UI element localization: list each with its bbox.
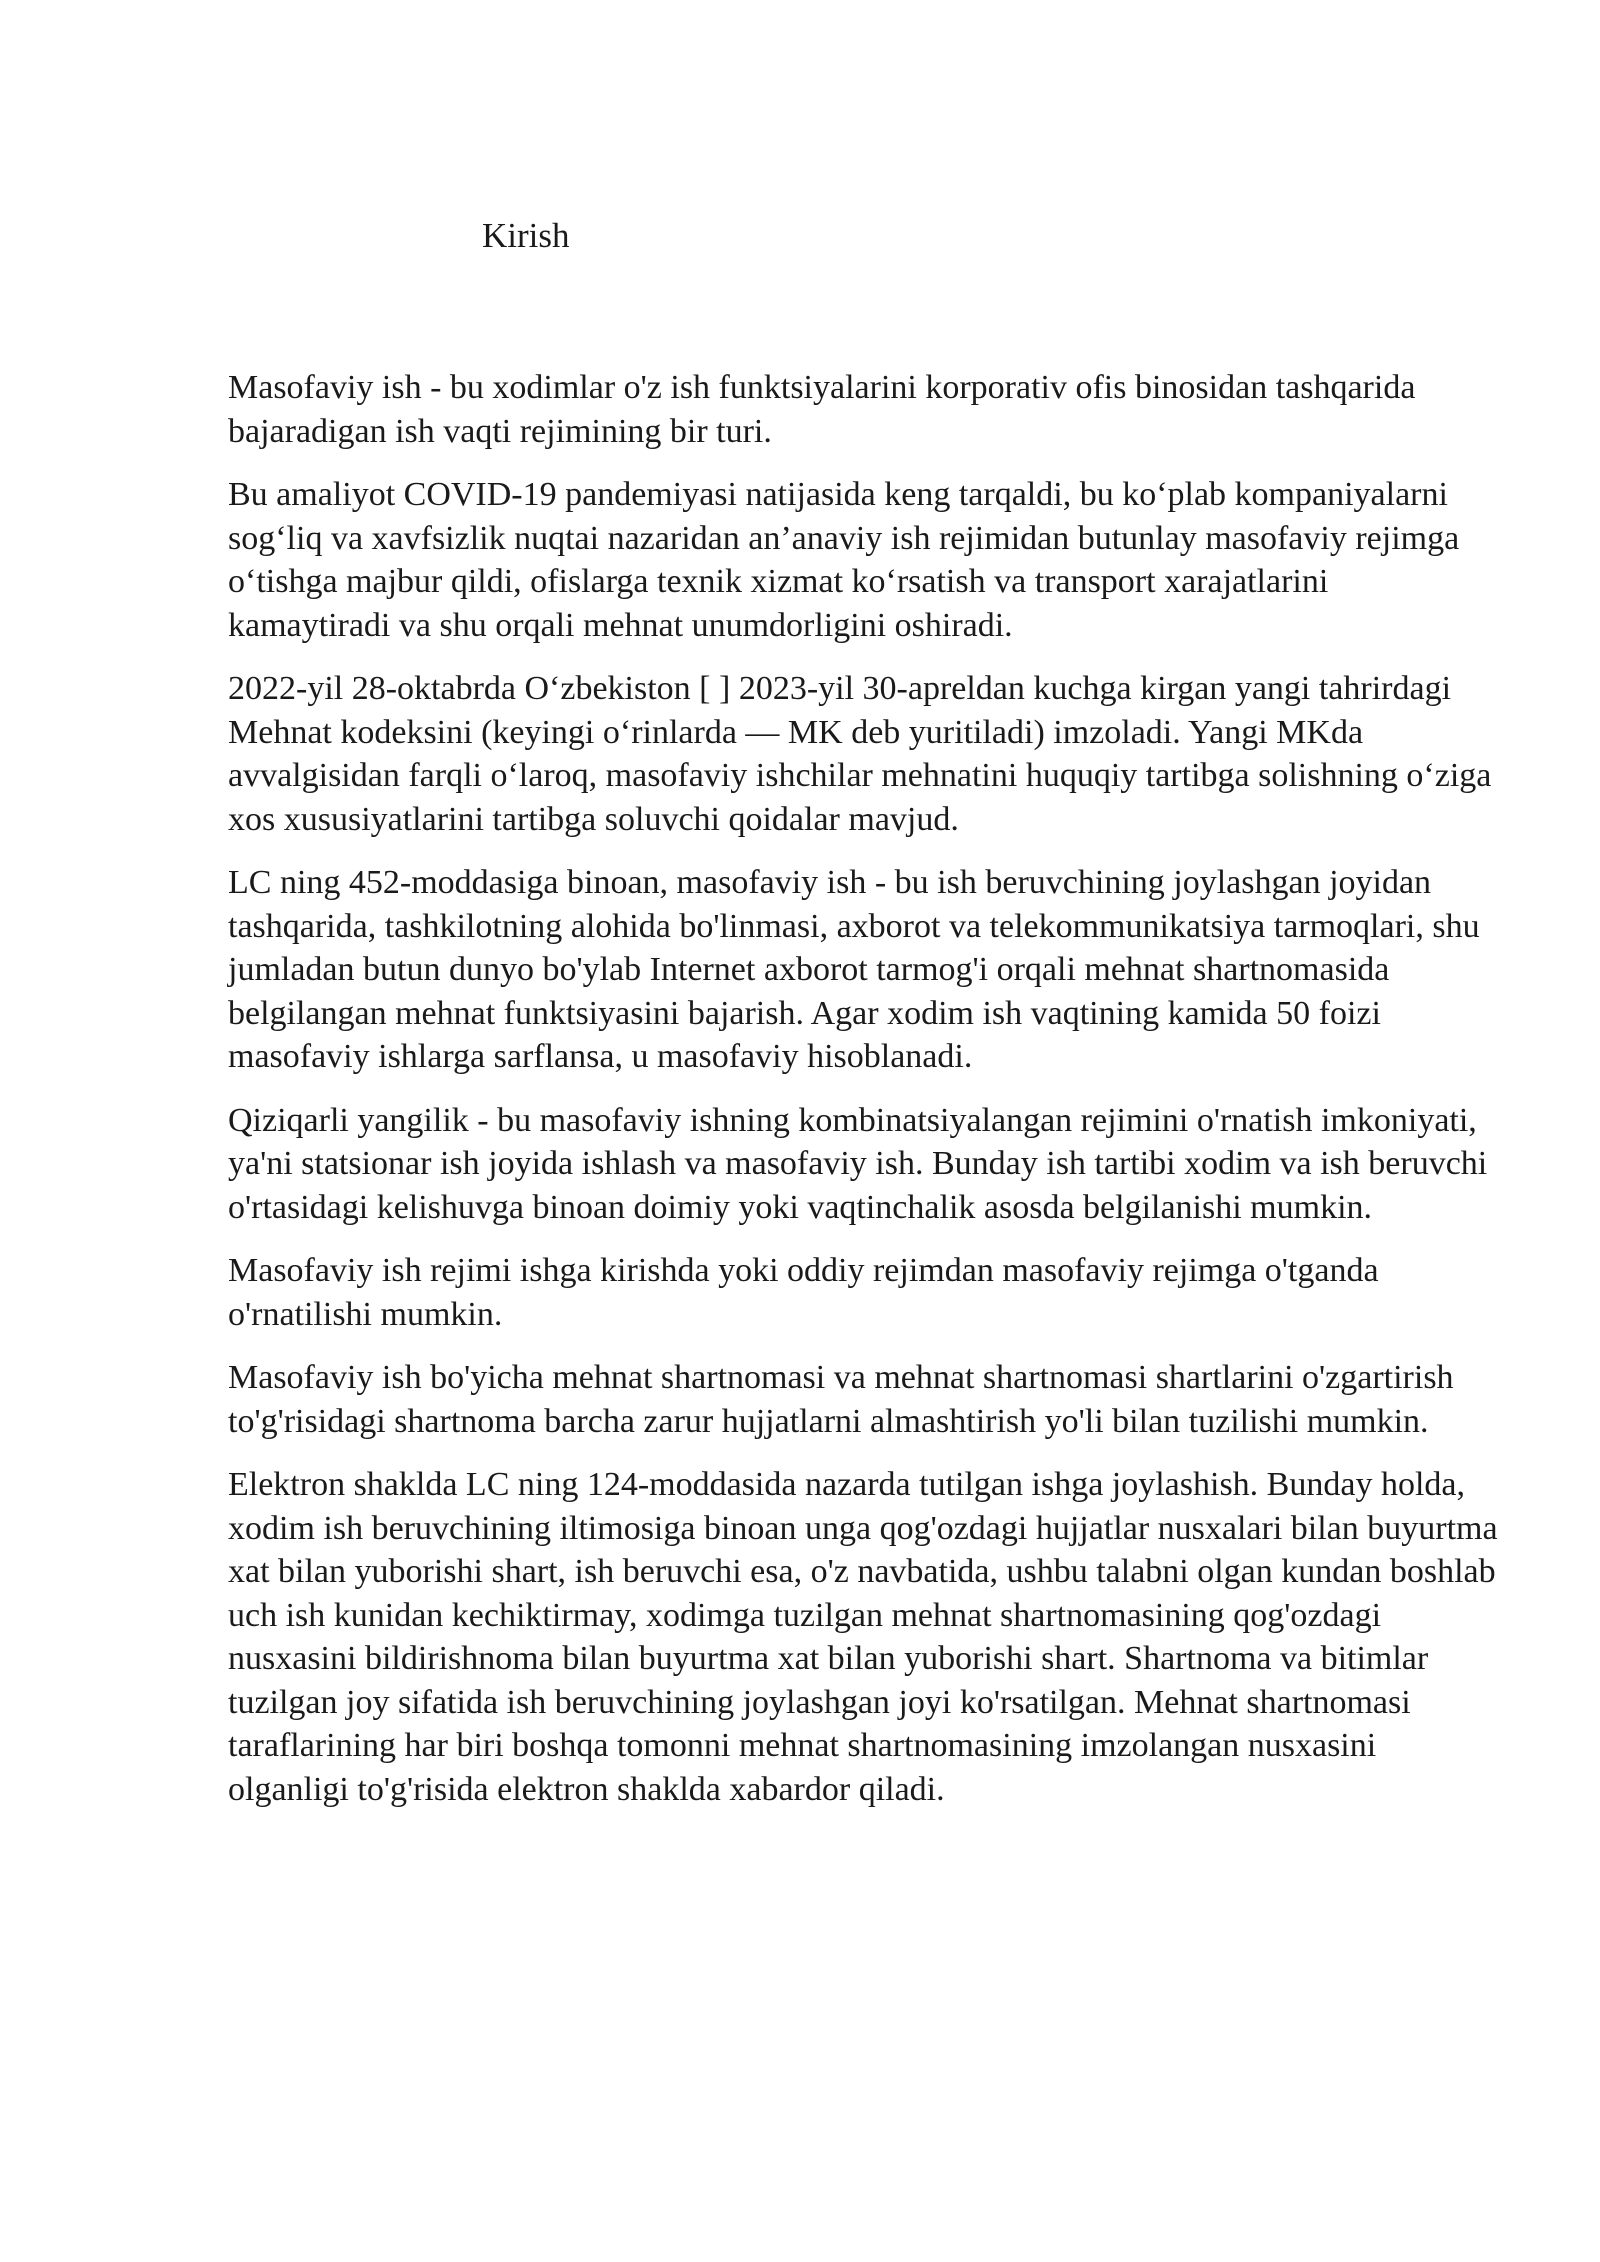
paragraph-1: Masofaviy ish - bu xodimlar o'z ish funktsiyalarini korporativ ofis binosidan tashqarida bajaradigan ish vaqti rejimining bir turi.	[228, 369, 1416, 450]
paragraph-2: Bu amaliyot COVID-19 pandemiyasi natijasida keng tarqaldi, bu ko‘plab kompaniyalarni sog‘liq va xavfsizlik nuqtai nazaridan an’anaviy ish rejimidan butunlay masofaviy rejimga o‘tishga majbur qildi, ofislarga texnik xizmat ko‘rsatish va transport xarajatlarini kamaytiradi va shu orqali mehnat unumdorligini oshiradi.	[228, 476, 1460, 644]
paragraph-4: LC ning 452-moddasiga binoan, masofaviy ish - bu ish beruvchining joylashgan joyidan tashqarida, tashkilotning alohida bo'linmasi, axborot va telekommunikatsiya tarmoqlari, shu jumladan butun dunyo bo'ylab Internet axborot tarmog'i orqali mehnat shartnomasida belgilangan mehnat funktsiyasini bajarish. Agar xodim ish vaqtining kamida 50 foizi masofaviy ishlarga sarflansa, u masofaviy hisoblanadi.	[228, 864, 1480, 1075]
paragraph-5: Qiziqarli yangilik - bu masofaviy ishning kombinatsiyalangan rejimini o'rnatish imkoniyati, ya'ni statsionar ish joyida ishlash va masofaviy ish. Bunday ish tartibi xodim va ish beruvchi o'rtasidagi kelishuvga binoan doimiy yoki vaqtinchalik asosda belgilanishi mumkin.	[228, 1101, 1488, 1226]
page-title: Kirish	[482, 216, 570, 255]
paragraph-6: Masofaviy ish rejimi ishga kirishda yoki oddiy rejimdan masofaviy rejimga o'tganda o'rnatilishi mumkin.	[228, 1252, 1379, 1333]
paragraph-3: 2022-yil 28-oktabrda O‘zbekiston [ ] 2023-yil 30-apreldan kuchga kirgan yangi tahrirdagi Mehnat kodeksini (keyingi o‘rinlarda — MK deb yuritiladi) imzoladi. Yangi MKda avvalgisidan farqli o‘laroq, masofaviy ishchilar mehnatini huquqiy tartibga solishning o‘ziga xos xususiyatlarini tartibga soluvchi qoidalar mavjud.	[228, 670, 1492, 838]
document-body	[228, 366, 1498, 1831]
paragraph-8: Elektron shaklda LC ning 124-moddasida nazarda tutilgan ishga joylashish. Bunday holda, xodim ish beruvchining iltimosiga binoan unga qog'ozdagi hujjatlar nusxalari bilan buyurtma xat bilan yuborishi shart, ish beruvchi esa, o'z navbatida, ushbu talabni olgan kundan boshlab uch ish kunidan kechiktirmay, xodimga tuzilgan mehnat shartnomasining qog'ozdagi nusxasini bildirishnoma bilan buyurtma xat bilan yuborishi shart. Shartnoma va bitimlar tuzilgan joy sifatida ish beruvchining joylashgan joyi ko'rsatilgan. Mehnat shartnomasi taraflarining har biri boshqa tomonni mehnat shartnomasining imzolangan nusxasini olganligi to'g'risida elektron shaklda xabardor qiladi.	[228, 1466, 1498, 1808]
paragraph-7: Masofaviy ish bo'yicha mehnat shartnomasi va mehnat shartnomasi shartlarini o'zgartirish to'g'risidagi shartnoma barcha zarur hujjatlarni almashtirish yo'li bilan tuzilishi mumkin.	[228, 1359, 1454, 1440]
